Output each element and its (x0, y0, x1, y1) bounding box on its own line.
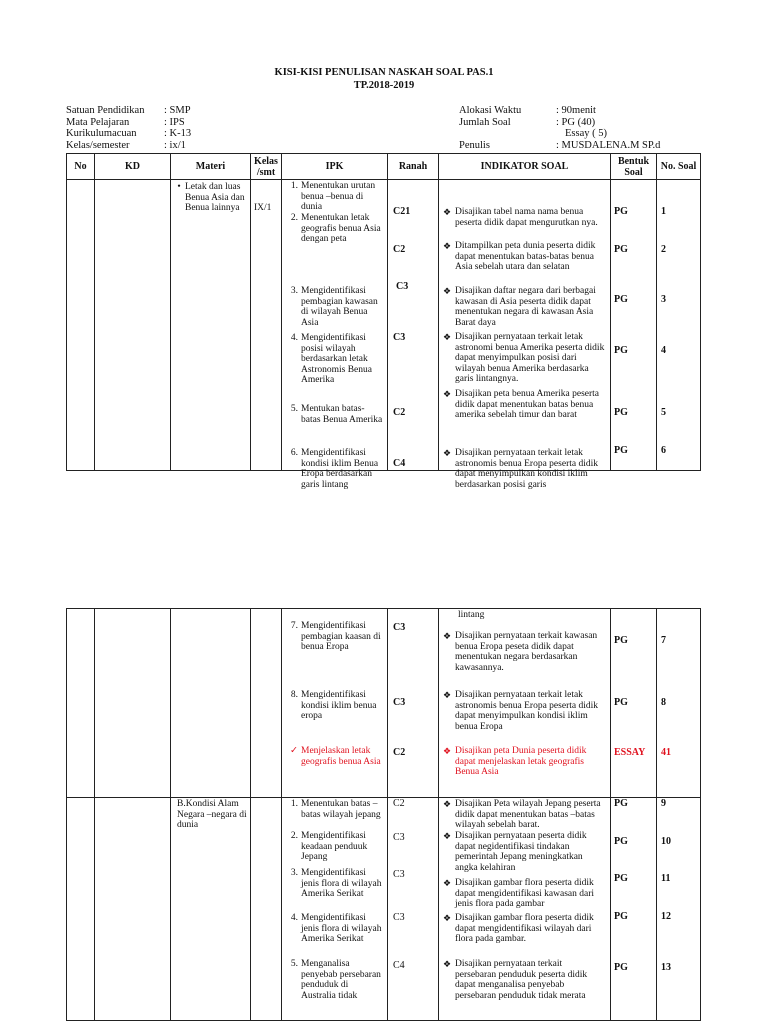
diamond-icon: ❖ (443, 332, 452, 342)
table-row (67, 609, 701, 798)
kisi-kisi-table-2 (66, 608, 701, 1021)
info-row (459, 140, 660, 152)
ranah-value: C21 (393, 206, 411, 217)
bentuk-value: PG (614, 836, 628, 847)
bentuk-value: PG (614, 962, 628, 973)
diamond-icon: ❖ (443, 690, 452, 700)
info-left (66, 105, 191, 151)
diamond-icon: ❖ (443, 913, 452, 923)
materi-text: Letak dan luas Benua Asia dan Benua lainnya (185, 182, 245, 213)
info-row (459, 105, 660, 117)
ranah-value: C2 (393, 407, 406, 418)
nosoal-value: 10 (661, 836, 671, 847)
indikator-item: ❖ Disajikan gambar flora peserta didik dapat mengidentifikasi wilayah dari flora pada gambar. (443, 913, 594, 944)
materi-text: B.Kondisi Alam Negara –negara di dunia (177, 799, 247, 830)
document-year: TP.2018-2019 (353, 80, 415, 91)
ranah-value: C2 (393, 798, 405, 809)
ipk-item: 2. Mengidentifikasi keadaan penduuk Jepang (290, 831, 368, 862)
info-value: : 90menit (556, 105, 596, 116)
nosoal-value: 7 (661, 635, 666, 646)
header-nosoal: No. Soal (657, 154, 701, 180)
ranah-value: C3 (393, 832, 405, 843)
nosoal-value: 12 (661, 911, 671, 922)
diamond-icon: ❖ (443, 241, 452, 251)
nosoal-value: 1 (661, 206, 666, 217)
cell-materi (171, 609, 251, 798)
nosoal-value: 4 (661, 345, 666, 356)
diamond-icon: ❖ (443, 448, 452, 458)
info-label: Kelas/semester (66, 139, 130, 151)
ranah-value: C4 (393, 960, 405, 971)
ipk-item-essay: ✓ Menjelaskan letak geografis benua Asia (284, 746, 384, 767)
cell-ipk (282, 180, 388, 490)
cell-ranah (388, 609, 439, 798)
ipk-item: 4. Mengidentifikasi posisi wilayah berdasarkan letak Astronomis Benua Amerika (290, 333, 372, 385)
info-value: : ix/1 (164, 139, 186, 151)
header-indikator: INDIKATOR SOAL (439, 154, 611, 180)
bentuk-value: PG (614, 635, 628, 646)
indikator-item-essay: ❖ Disajikan peta Dunia peserta didik dapat menjelaskan letak geografis Benua Asia (443, 746, 587, 777)
header-bentuk: Bentuk Soal (611, 154, 657, 180)
cell-no (67, 798, 95, 1021)
cell-kd (95, 180, 171, 471)
nosoal-value: 6 (661, 445, 666, 456)
header-materi: Materi (171, 154, 251, 180)
cell-indikator (439, 798, 611, 1021)
indikator-item: ❖ Disajikan daftar negara dari berbagai kawasan di Asia peserta didik dapat menentukan negara di kawasan Asia Barat daya (443, 286, 596, 328)
info-label: Jumlah Soal (459, 116, 511, 128)
diamond-icon: ❖ (443, 286, 452, 296)
info-row (66, 105, 191, 117)
ranah-value: C2 (393, 747, 406, 758)
info-value: : MUSDALENA.M SP.d (556, 139, 661, 151)
ipk-item: 3. Mengidentifikasi jenis flora di wilayah Amerika Serikat (290, 868, 382, 899)
nosoal-value: 11 (661, 873, 671, 884)
cell-materi (171, 180, 251, 471)
indikator-item: ❖ Disajikan Peta wilayah Jepang peserta didik dapat menentukan batas –batas wilayah sebelah barat. (443, 799, 601, 830)
diamond-icon: ❖ (443, 389, 452, 399)
info-label: Kurikulumacuan (66, 128, 137, 139)
info-row (459, 128, 660, 140)
info-value: Essay ( 5) (565, 128, 607, 139)
ipk-item: 4. Mengidentifikasi jenis flora di wilayah Amerika Serikat (290, 913, 382, 944)
cell-ranah (388, 180, 439, 471)
info-row (66, 128, 191, 140)
indikator-item: ❖ Disajikan pernyataan terkait letak astronomis benua Eropa peserta didik dapat menyimpulkan kondisi iklim benua Eropa (443, 690, 598, 732)
bentuk-value: PG (614, 294, 628, 305)
ranah-value: C2 (393, 244, 406, 255)
cell-indikator (439, 180, 611, 490)
header-ipk: IPK (282, 154, 388, 180)
cell-materi (171, 798, 251, 1021)
nosoal-value: 8 (661, 697, 666, 708)
bentuk-value: PG (614, 911, 628, 922)
bentuk-value: PG (614, 407, 628, 418)
ipk-item: 3. Mengidentifikasi pembagian kawasan di wilayah Benua Asia (290, 286, 378, 328)
ipk-item: 1. Menentukan urutan benua –benua di dunia (290, 181, 376, 212)
bentuk-value: PG (614, 244, 628, 255)
nosoal-value: 9 (661, 798, 666, 809)
indikator-item: ❖ Disajikan peta benua Amerika peserta didik dapat menentukan batas benua amerika sebelah timur dan barat (443, 389, 600, 420)
nosoal-value: 2 (661, 244, 666, 255)
cell-no (67, 609, 95, 798)
cell-kelas (251, 180, 282, 471)
cell-bentuk (611, 180, 657, 471)
ranah-value: C4 (393, 458, 406, 469)
bentuk-value: PG (614, 798, 628, 809)
info-value: : PG (40) (556, 116, 596, 128)
ipk-item: 5. Menganalisa penyebab persebaran penduduk di Australia tidak (290, 959, 381, 1001)
ranah-value: C3 (393, 697, 406, 708)
header-kelas: Kelas /smt (251, 154, 282, 180)
info-value: : SMP (164, 105, 191, 116)
cell-bentuk (611, 798, 657, 1021)
ipk-item: 5.Mentukan batas-batas Benua Amerika (290, 404, 383, 425)
cell-ipk (282, 798, 388, 1021)
ipk-item: 6. Mengidentifikasi kondisi iklim Benua Eropa berdasarkan garis lintang (290, 448, 379, 490)
info-value: : IPS (164, 116, 185, 128)
info-value: : K-13 (164, 128, 192, 139)
info-label: Satuan Pendidikan (66, 105, 145, 116)
ipk-item: 7. Mengidentifikasi pembagian kaasan di benua Eropa (290, 621, 381, 652)
bentuk-value: PG (614, 206, 628, 217)
info-row (459, 117, 660, 129)
nosoal-value: 13 (661, 962, 671, 973)
bullet-icon: • (177, 182, 181, 192)
header-kd: KD (95, 154, 171, 180)
diamond-icon: ❖ (443, 631, 452, 641)
diamond-icon: ❖ (443, 959, 452, 969)
indikator-carry-over: lintang (458, 610, 485, 620)
diamond-icon: ❖ (443, 878, 452, 888)
info-row (66, 117, 191, 129)
ranah-value: C3 (393, 912, 405, 923)
cell-ipk (282, 609, 388, 798)
nosoal-value: 3 (661, 294, 666, 305)
indikator-item: ❖ Disajikan pernyataan terkait letak astronomis benua Eropa peserta didik dapat menyimpulkan kondisi iklim berdasarkan posisi garis (443, 448, 598, 490)
cell-ranah (388, 798, 439, 1021)
ipk-item: 2. Menentukan letak geografis benua Asia dengan peta (290, 213, 381, 244)
document-title: KISI-KISI PENULISAN NASKAH SOAL PAS.1 (274, 67, 494, 78)
indikator-item: ❖ Disajikan pernyataan terkait persebaran penduduk peserta didik dapat menganalisa penyebab persebaran penduduk tidak merata (443, 959, 588, 1001)
bentuk-value: PG (614, 697, 628, 708)
table-row (67, 180, 701, 471)
indikator-item: ❖ Disajikan gambar flora peserta didik dapat mengidentifikasi kawasan dari jenis flora pada gambar (443, 878, 595, 909)
info-right (459, 105, 660, 151)
indikator-item: ❖ Disajikan pernyataan terkait letak astronomi benua Amerika peserta didik dapat menyimpulkan posisi dari wilayah benua Amerika berdasarka garis lintangnya. (443, 332, 605, 384)
diamond-icon: ❖ (443, 207, 452, 217)
indikator-item: ❖ Disajikan pernyataan peserta didik dapat negidentifikasi tindakan pemerintah Jepang meningkatkan angka kelahiran (443, 831, 587, 873)
diamond-icon: ❖ (443, 831, 452, 841)
bentuk-value-essay: ESSAY (614, 747, 646, 758)
diamond-icon: ❖ (443, 799, 452, 809)
ranah-value: C3 (393, 332, 406, 343)
cell-kelas (251, 798, 282, 1021)
nosoal-value: 5 (661, 407, 666, 418)
diamond-icon: ❖ (443, 746, 452, 756)
bentuk-value: PG (614, 345, 628, 356)
indikator-item: ❖ Ditampilkan peta dunia peserta didik dapat menentukan batas-batas benua Asia sebelah utara dan selatan (443, 241, 596, 272)
info-row (66, 140, 191, 152)
nosoal-value-essay: 41 (661, 747, 671, 758)
info-label: Penulis (459, 139, 490, 151)
bentuk-value: PG (614, 445, 628, 456)
cell-bentuk (611, 609, 657, 798)
header-no: No (67, 154, 95, 180)
kisi-kisi-table-1 (66, 153, 701, 490)
cell-nosoal (657, 180, 701, 471)
indikator-item: ❖ Disajikan pernyataan terkait kawasan benua Eropa peseta didik dapat menentukan negara berdasarkan kawasannya. (443, 631, 598, 673)
cell-indikator (439, 609, 611, 798)
ipk-item: 8. Mengidentifikasi kondisi iklim benua eropa (290, 690, 377, 721)
table-header-row (67, 154, 701, 180)
indikator-item: ❖ Disajikan tabel nama nama benua peserta didik dapat mengurutkan nya. (443, 207, 598, 228)
ipk-item: 1. Menentukan batas –batas wilayah jepang (290, 799, 381, 820)
ranah-value: C3 (393, 622, 406, 633)
table-row (67, 798, 701, 1021)
kelas-text: IX/1 (254, 203, 272, 213)
cell-kd (95, 609, 171, 798)
cell-nosoal (657, 609, 701, 798)
cell-kd (95, 798, 171, 1021)
info-label: Mata Pelajaran (66, 116, 130, 128)
check-icon: ✓ (290, 746, 298, 756)
cell-nosoal (657, 798, 701, 1021)
bentuk-value: PG (614, 873, 628, 884)
header-ranah: Ranah (388, 154, 439, 180)
ranah-value: C3 (393, 869, 405, 880)
cell-kelas (251, 609, 282, 798)
cell-no (67, 180, 95, 471)
info-label: Alokasi Waktu (459, 105, 522, 116)
ranah-value: C3 (396, 281, 409, 292)
